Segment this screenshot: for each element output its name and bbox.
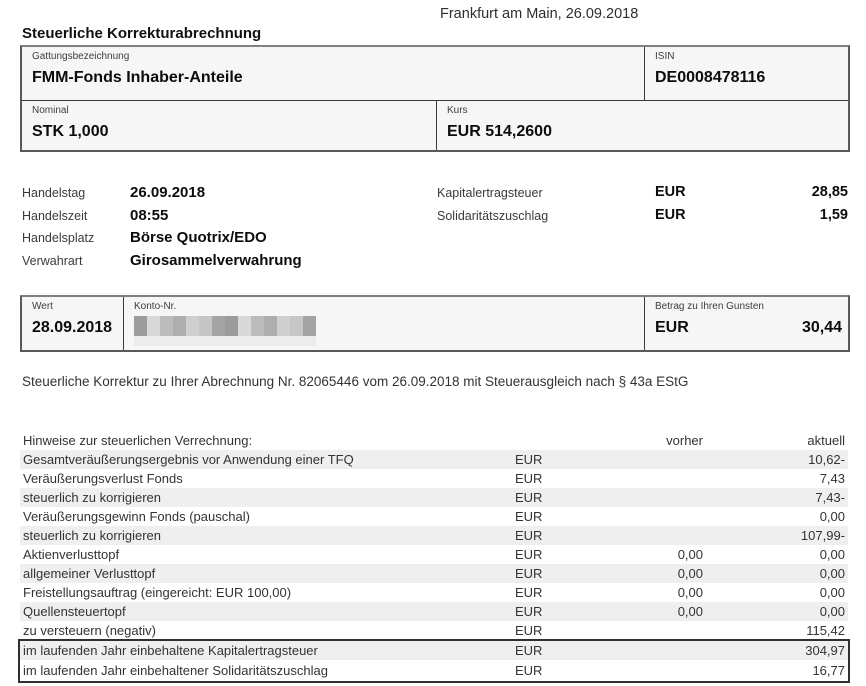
betrag-label: Betrag zu Ihren Gunsten [655, 301, 764, 312]
table-row: steuerlich zu korrigieren EUR 7,43- [20, 488, 848, 507]
handelstag-label: Handelstag [22, 186, 86, 200]
solidaritaetszuschlag-currency: EUR [655, 206, 686, 223]
wert-label: Wert [32, 301, 53, 312]
document-title: Steuerliche Korrekturabrechnung [22, 25, 262, 42]
trade-row-handelsplatz [22, 229, 422, 252]
betrag-amount: 30,44 [801, 319, 842, 336]
verwahrart-value: Girosammelverwahrung [130, 251, 302, 269]
isin-value: DE0008478116 [655, 69, 766, 86]
handelsplatz-label: Handelsplatz [22, 231, 95, 245]
table-row: Aktienverlusttopf EUR 0,00 0,00 [23, 547, 845, 562]
kapitalertragsteuer-label: Kapitalertragsteuer [437, 186, 543, 200]
table-row: Veräußerungsverlust Fonds EUR 7,43 [23, 471, 845, 486]
handelsplatz-value: Börse Quotrix/EDO [130, 229, 267, 246]
aktuell-column-header: aktuell [807, 433, 845, 448]
betrag-cell [645, 297, 848, 350]
kurs-value: EUR 514,2600 [447, 123, 552, 140]
handelszeit-value: 08:55 [130, 206, 169, 224]
table-row: Quellensteuertopf EUR 0,00 0,00 [20, 602, 848, 621]
verwahrart-label: Verwahrart [22, 253, 83, 268]
gattungsbezeichnung-value: FMM-Fonds Inhaber-Anteile [32, 69, 243, 86]
wert-cell [22, 297, 124, 350]
settlement-value-box [20, 295, 850, 352]
nominal-label: Nominal [32, 105, 69, 116]
konto-nr-cell [124, 297, 645, 350]
table-row: allgemeiner Verlusttopf EUR 0,00 0,00 [20, 564, 848, 583]
tax-row-kapitalertragsteuer [437, 184, 848, 207]
trade-row-handelszeit [22, 207, 422, 230]
nominal-cell [22, 101, 437, 150]
settlement-header-row [20, 431, 848, 450]
table-row: steuerlich zu korrigieren EUR 107,99- [20, 526, 848, 545]
gattungsbezeichnung-cell [22, 47, 645, 101]
settlement-table [20, 431, 848, 680]
table-row: zu versteuern (negativ) EUR 115,42 [23, 623, 845, 638]
handelszeit-label: Handelszeit [22, 208, 88, 223]
kapitalertragsteuer-amount: 28,85 [811, 184, 848, 200]
trade-row-verwahrart [22, 252, 422, 275]
wert-value: 28.09.2018 [32, 319, 113, 336]
kurs-cell [437, 101, 848, 150]
kurs-label: Kurs [447, 105, 468, 116]
solidaritaetszuschlag-amount: 1,59 [819, 206, 848, 223]
kapitalertragsteuer-currency: EUR [655, 184, 686, 200]
account-number-redacted [134, 316, 316, 346]
solidaritaetszuschlag-label: Solidaritätszuschlag [437, 208, 549, 223]
konto-nr-label: Konto-Nr. [134, 301, 177, 312]
gattungsbezeichnung-label: Gattungsbezeichnung [32, 51, 130, 62]
trade-details [22, 184, 422, 274]
settlement-header-label: Hinweise zur steuerlichen Verrechnung: [23, 433, 253, 448]
table-row-emphasized: im laufenden Jahr einbehaltener Solidaritätszuschlag EUR 16,77 [23, 662, 845, 678]
betrag-currency: EUR [655, 319, 689, 336]
vorher-column-header: vorher [666, 433, 703, 448]
tax-summary [437, 184, 848, 229]
isin-label: ISIN [655, 51, 675, 62]
nominal-value: STK 1,000 [32, 123, 109, 140]
isin-cell [645, 47, 848, 101]
table-row-emphasized: im laufenden Jahr einbehaltene Kapitalertragsteuer EUR 304,97 [20, 640, 848, 660]
security-info-box [20, 45, 850, 152]
tax-row-solidaritaetszuschlag [437, 207, 848, 230]
correction-note: Steuerliche Korrektur zu Ihrer Abrechnung Nr. 82065446 vom 26.09.2018 mit Steuerausgleich nach § 43a EStG [22, 374, 689, 389]
city-date: Frankfurt am Main, 26.09.2018 [440, 6, 639, 22]
table-row: Freistellungsauftrag (eingereicht: EUR 100,00) EUR 0,00 0,00 [23, 585, 845, 600]
handelstag-value: 26.09.2018 [130, 184, 206, 201]
table-row: Gesamtveräußerungsergebnis vor Anwendung einer TFQ EUR 10,62- [20, 450, 848, 469]
trade-row-handelstag [22, 184, 422, 207]
table-row: Veräußerungsgewinn Fonds (pauschal) EUR 0,00 [23, 509, 845, 524]
